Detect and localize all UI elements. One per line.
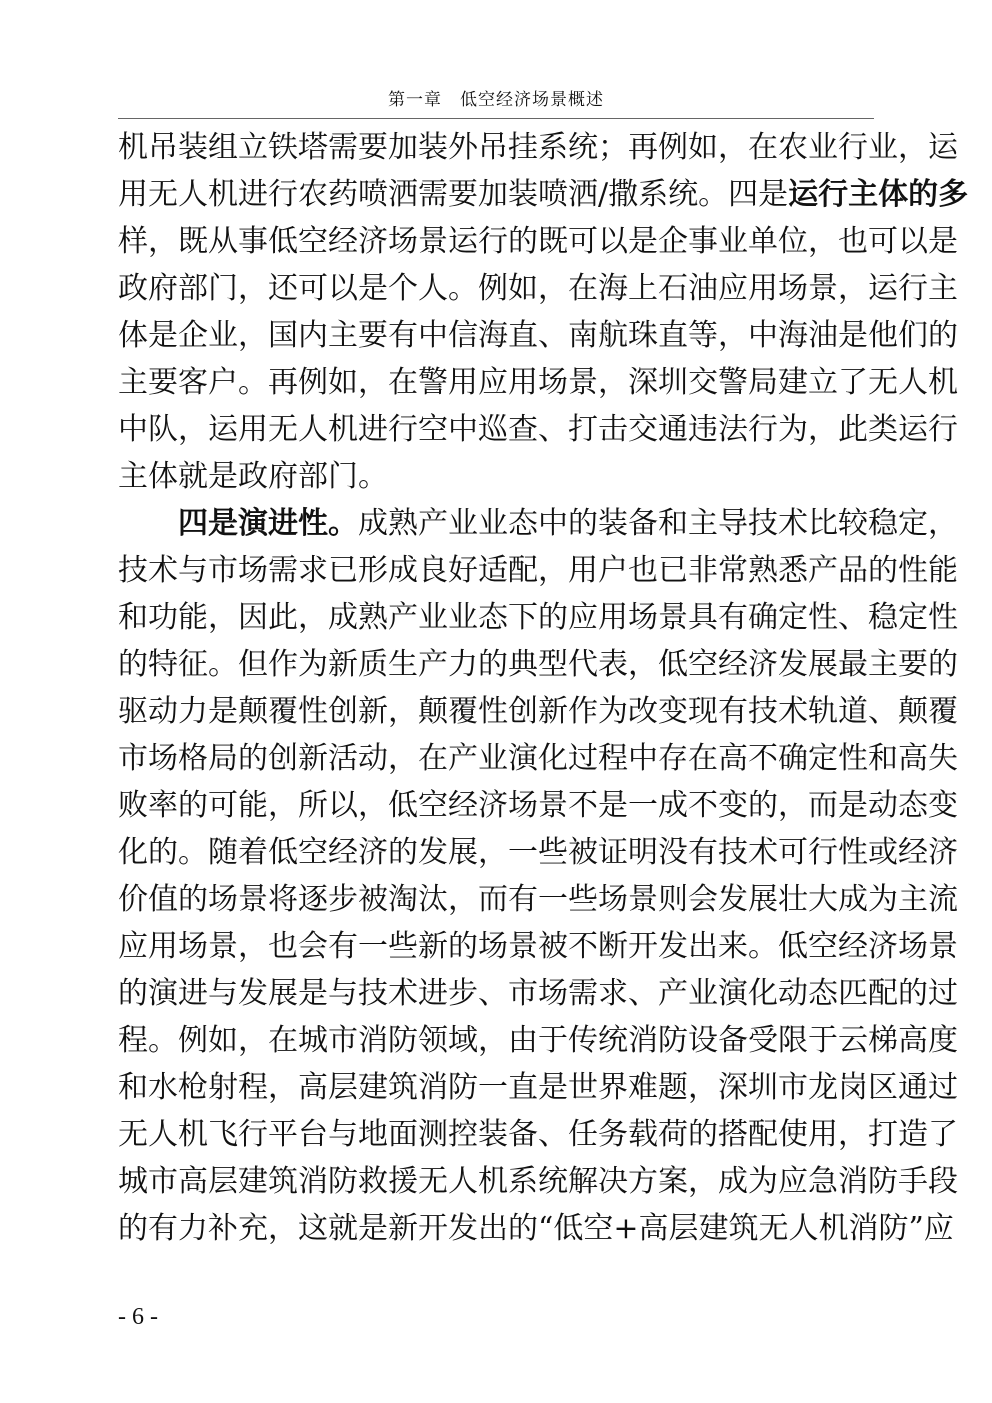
text-line: 市场格局的创新活动，在产业演化过程中存在高不确定性和高失 — [118, 741, 958, 776]
running-header: 第一章 低空经济场景概述 — [388, 90, 604, 110]
text-line: 程。例如，在城市消防领域，由于传统消防设备受限于云梯高度 — [118, 1023, 958, 1058]
text-line: 样，既从事低空经济场景运行的既可以是企事业单位，也可以是 — [118, 224, 958, 259]
text-line: 体是企业，国内主要有中信海直、南航珠直等，中海油是他们的 — [118, 318, 958, 353]
text-line: 和水枪射程，高层建筑消防一直是世界难题，深圳市龙岗区通过 — [118, 1070, 958, 1105]
text-span: 成熟产业业态中的装备和主导技术比较稳定， — [358, 506, 958, 541]
text-line: 无人机飞行平台与地面测控装备、任务载荷的搭配使用，打造了 — [118, 1117, 958, 1152]
text-line: 化的。随着低空经济的发展，一些被证明没有技术可行性或经济 — [118, 835, 958, 870]
text-line: 的特征。但作为新质生产力的典型代表，低空经济发展最主要的 — [118, 647, 958, 682]
paragraph-evolution — [118, 500, 958, 1252]
text-line: 主体就是政府部门。 — [118, 459, 388, 494]
text-line: 主要客户。再例如，在警用应用场景，深圳交警局建立了无人机 — [118, 365, 958, 400]
text-line: 机吊装组立铁塔需要加装外吊挂系统；再例如，在农业行业，运 — [118, 130, 958, 165]
text-line: 的演进与发展是与技术进步、市场需求、产业演化动态匹配的过 — [118, 976, 958, 1011]
text-span: 四是 — [728, 177, 789, 212]
text-line: 城市高层建筑消防救援无人机系统解决方案，成为应急消防手段 — [118, 1164, 958, 1199]
header-rule — [118, 118, 874, 119]
page-number: - 6 - — [118, 1304, 158, 1330]
text-line: 驱动力是颠覆性创新，颠覆性创新作为改变现有技术轨道、颠覆 — [118, 694, 958, 729]
text-line: 的有力补充，这就是新开发出的“低空+高层建筑无人机消防”应 — [118, 1211, 954, 1246]
body-text — [118, 124, 969, 1252]
bold-phrase: 运行主体的多 — [788, 177, 969, 212]
text-line — [118, 500, 958, 547]
text-line: 政府部门，还可以是个人。例如，在海上石油应用场景，运行主 — [118, 271, 958, 306]
text-span: 用无人机进行农药喷洒需要加装喷洒/撒系统。 — [118, 177, 729, 212]
text-line: 败率的可能，所以，低空经济场景不是一成不变的，而是动态变 — [118, 788, 958, 823]
text-line: 价值的场景将逐步被淘汰，而有一些场景则会发展壮大成为主流 — [118, 882, 958, 917]
text-line: 技术与市场需求已形成良好适配，用户也已非常熟悉产品的性能 — [118, 553, 958, 588]
paragraph-heading: 四是演进性。 — [178, 506, 358, 541]
text-line — [118, 171, 969, 218]
text-line: 中队，运用无人机进行空中巡查、打击交通违法行为，此类运行 — [118, 412, 958, 447]
text-line: 应用场景，也会有一些新的场景被不断开发出来。低空经济场景 — [118, 929, 958, 964]
text-line: 和功能，因此，成熟产业业态下的应用场景具有确定性、稳定性 — [118, 600, 958, 635]
paragraph-continued — [118, 124, 969, 500]
